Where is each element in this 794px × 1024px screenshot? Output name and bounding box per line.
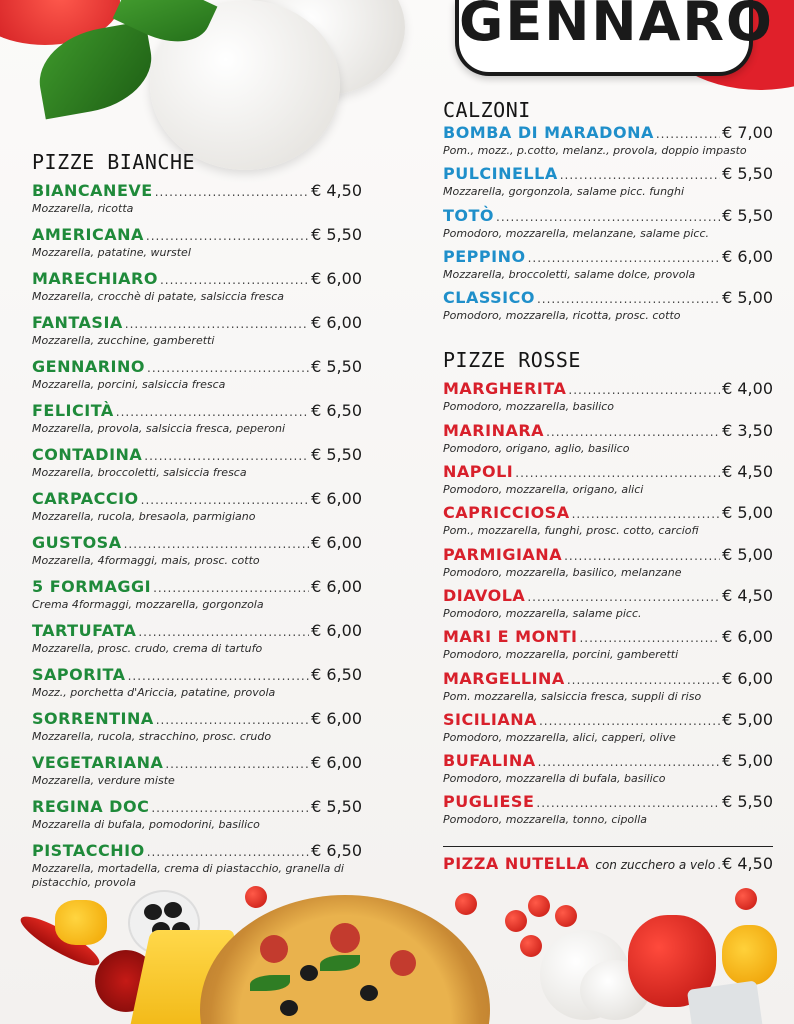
menu-item-row [32, 268, 362, 290]
menu-item [443, 122, 773, 163]
menu-item [443, 378, 773, 419]
cherry-tomato-image [735, 888, 757, 910]
item-name: MARGELLINA [443, 668, 565, 688]
dot-leader [144, 445, 309, 467]
item-price: € 6,00 [311, 753, 362, 772]
item-price: € 5,00 [722, 503, 773, 523]
dot-leader [124, 533, 310, 555]
dot-leader [536, 792, 720, 814]
item-name: PULCINELLA [443, 164, 558, 184]
dot-leader [496, 206, 720, 228]
item-price: € 6,50 [311, 665, 362, 684]
item-name: REGINA DOC [32, 797, 150, 816]
calzoni-section [443, 98, 773, 328]
menu-item [443, 287, 773, 328]
right-column [443, 98, 773, 833]
menu-item-row [443, 791, 773, 813]
item-name: TOTÒ [443, 205, 495, 225]
special-name: PIZZA NUTELLA [443, 854, 590, 873]
menu-item-row [443, 750, 773, 772]
menu-item [32, 356, 362, 400]
menu-item-row [32, 312, 362, 334]
item-description: Pomodoro, mozzarella, origano, alici [443, 483, 644, 497]
menu-item [32, 752, 362, 796]
dot-leader [717, 854, 720, 876]
menu-item [443, 502, 773, 543]
item-name: AMERICANA [32, 225, 144, 244]
menu-item-row [32, 488, 362, 510]
item-name: VEGETARIANA [32, 753, 164, 772]
item-description: Mozzarella, crocchè di patate, salsiccia fresca [32, 290, 285, 303]
menu-item [32, 268, 362, 312]
menu-item [443, 668, 773, 709]
item-name: NAPOLI [443, 462, 514, 482]
menu-item-row [443, 420, 773, 442]
item-name: GUSTOSA [32, 533, 122, 552]
item-description: Mozzarella, gorgonzola, salame picc. funghi [443, 185, 685, 199]
item-name: DIAVOLA [443, 585, 526, 605]
item-name: CONTADINA [32, 445, 143, 464]
item-price: € 4,50 [722, 462, 773, 482]
item-name: SICILIANA [443, 709, 537, 729]
special-item [443, 846, 773, 875]
dot-leader [539, 710, 720, 732]
special-price: € 4,50 [722, 854, 773, 873]
dot-leader [147, 357, 309, 379]
item-price: € 6,00 [722, 668, 773, 688]
item-description: Mozzarella, ricotta [32, 202, 134, 215]
menu-item [32, 180, 362, 224]
dot-leader [567, 669, 720, 691]
menu-item-row [32, 400, 362, 422]
menu-item [32, 576, 362, 620]
item-price: € 6,00 [311, 621, 362, 640]
item-price: € 5,50 [722, 792, 773, 812]
dot-leader [546, 421, 720, 443]
menu-item-row [443, 668, 773, 690]
menu-item [443, 420, 773, 461]
menu-item [32, 796, 362, 840]
item-name: MARECHIARO [32, 269, 158, 288]
item-name: FANTASIA [32, 313, 123, 332]
calzoni-list [443, 122, 773, 328]
menu-item-row [443, 163, 773, 185]
dot-leader [560, 164, 720, 186]
section-title: PIZZE BIANCHE [32, 150, 196, 174]
item-price: € 6,00 [722, 627, 773, 647]
item-description: Pomodoro, mozzarella, ricotta, prosc. cotto [443, 309, 681, 323]
item-name: SORRENTINA [32, 709, 154, 728]
item-price: € 4,50 [722, 585, 773, 605]
menu-item [443, 246, 773, 287]
menu-item [32, 840, 362, 889]
dot-leader [527, 586, 720, 608]
dot-leader [128, 665, 310, 687]
item-name: PISTACCHIO [32, 841, 145, 860]
menu-item [32, 444, 362, 488]
menu-item [443, 626, 773, 667]
item-name: PEPPINO [443, 246, 526, 266]
pizze-bianche-section [32, 150, 362, 889]
item-price: € 3,50 [722, 420, 773, 440]
item-price: € 6,00 [311, 577, 362, 596]
menu-item-row [443, 626, 773, 648]
menu-item [443, 163, 773, 204]
item-description: Mozzarella, 4formaggi, mais, prosc. cotto [32, 554, 260, 567]
section-title: PIZZE ROSSE [443, 348, 581, 373]
dot-leader [572, 503, 721, 525]
menu-item-row [443, 378, 773, 400]
cherry-tomato-image [555, 905, 577, 927]
item-description: Pomodoro, origano, aglio, basilico [443, 441, 630, 455]
item-name: BIANCANEVE [32, 181, 153, 200]
item-description: Mozzarella, broccoletti, salame dolce, provola [443, 267, 696, 281]
menu-item-row [32, 532, 362, 554]
item-price: € 6,00 [311, 313, 362, 332]
dot-leader [147, 841, 309, 863]
item-description: Pom., mozzarella, funghi, prosc. cotto, carciofi [443, 524, 699, 538]
yellow-pepper-image [722, 925, 777, 985]
item-price: € 5,50 [311, 225, 362, 244]
item-description: Pomodoro, mozzarella di bufala, basilico [443, 772, 666, 786]
item-description: Pomodoro, mozzarella, basilico [443, 400, 615, 414]
menu-item-row [32, 752, 362, 774]
menu-item-row [443, 502, 773, 524]
menu-item [443, 709, 773, 750]
item-description: Pomodoro, mozzarella, salame picc. [443, 606, 642, 620]
item-price: € 4,00 [722, 379, 773, 399]
menu-item-row [443, 461, 773, 483]
item-price: € 6,00 [311, 709, 362, 728]
menu-item [443, 585, 773, 626]
menu-item-row [443, 205, 773, 227]
cherry-tomato-image [520, 935, 542, 957]
dot-leader [656, 123, 720, 145]
item-description: Pomodoro, mozzarella, basilico, melanzane [443, 565, 682, 579]
item-price: € 6,00 [311, 269, 362, 288]
item-price: € 7,00 [722, 123, 773, 142]
item-description: Mozzarella, zucchine, gamberetti [32, 334, 215, 347]
yellow-pepper-image [55, 900, 107, 945]
item-name: FELICITÀ [32, 401, 114, 420]
menu-item-row [32, 840, 362, 862]
item-description: Mozzarella, rucola, bresaola, parmigiano [32, 510, 256, 523]
menu-item [32, 708, 362, 752]
dot-leader [156, 709, 309, 731]
menu-item-row [443, 122, 773, 144]
dot-leader [564, 545, 720, 567]
menu-item-row [32, 664, 362, 686]
menu-item [32, 532, 362, 576]
cherry-tomato-image [245, 886, 267, 908]
item-description: Pomodoro, mozzarella, porcini, gamberetti [443, 648, 679, 662]
brand-logo [455, 0, 774, 76]
menu-item-row [32, 180, 362, 202]
menu-item [32, 620, 362, 664]
item-name: PUGLIESE [443, 792, 535, 812]
menu-item [32, 488, 362, 532]
dot-leader [515, 462, 720, 484]
menu-item [32, 664, 362, 708]
pizze-rosse-section [443, 348, 773, 832]
dot-leader [579, 627, 720, 649]
item-name: SAPORITA [32, 665, 126, 684]
dot-leader [153, 577, 309, 599]
dot-leader [165, 753, 309, 775]
menu-item [443, 750, 773, 791]
item-price: € 4,50 [311, 181, 362, 200]
dot-leader [138, 621, 309, 643]
item-description: Pomodoro, mozzarella, alici, capperi, olive [443, 730, 676, 744]
item-price: € 6,50 [311, 841, 362, 860]
menu-item-row [443, 544, 773, 566]
special-note: con zucchero a velo [595, 858, 716, 872]
menu-item-row [443, 709, 773, 731]
item-description: Mozzarella, verdure miste [32, 774, 175, 787]
item-name: BOMBA DI MARADONA [443, 123, 654, 142]
item-description: Mozzarella, broccoletti, salsiccia fresca [32, 466, 247, 479]
brand-name: GENNARO [459, 0, 774, 53]
item-description: Pom. mozzarella, salsiccia fresca, suppli di riso [443, 689, 702, 703]
item-price: € 6,00 [311, 533, 362, 552]
dot-leader [538, 751, 721, 773]
dot-leader [155, 181, 309, 203]
menu-item-row [443, 246, 773, 268]
item-name: CLASSICO [443, 288, 535, 308]
item-description: Mozzarella, prosc. crudo, crema di tartufo [32, 642, 263, 655]
item-price: € 5,50 [311, 357, 362, 376]
item-price: € 5,00 [722, 544, 773, 564]
dot-leader [537, 288, 720, 310]
menu-item [32, 312, 362, 356]
item-description: Mozzarella di bufala, pomodorini, basilico [32, 818, 260, 831]
item-name: MARGHERITA [443, 379, 567, 399]
menu-item [32, 224, 362, 268]
cherry-tomato-image [505, 910, 527, 932]
dot-leader [146, 225, 309, 247]
item-name: 5 FORMAGGI [32, 577, 152, 596]
item-description: Mozzarella, provola, salsiccia fresca, peperoni [32, 422, 286, 435]
menu-item [443, 791, 773, 832]
item-description: Mozzarella, mortadella, crema di piastacchio, granella di pistacchio, provola [32, 862, 344, 889]
item-price: € 5,50 [722, 164, 773, 184]
item-price: € 6,50 [311, 401, 362, 420]
cherry-tomato-image [455, 893, 477, 915]
item-description: Mozzarella, rucola, stracchino, prosc. crudo [32, 730, 272, 743]
menu-item-row [32, 708, 362, 730]
item-description: Mozzarella, porcini, salsiccia fresca [32, 378, 226, 391]
menu-item-row [443, 287, 773, 309]
pizze-bianche-list [32, 180, 362, 889]
menu-item-row [32, 620, 362, 642]
item-name: TARTUFATA [32, 621, 137, 640]
item-price: € 5,00 [722, 709, 773, 729]
menu-item-row [32, 356, 362, 378]
item-name: CAPRICCIOSA [443, 503, 570, 523]
item-name: GENNARINO [32, 357, 145, 376]
pizza-image [200, 895, 490, 1024]
cherry-tomato-image [528, 895, 550, 917]
menu-item [443, 461, 773, 502]
item-price: € 6,00 [722, 246, 773, 266]
item-price: € 5,50 [311, 797, 362, 816]
menu-item [32, 400, 362, 444]
item-description: Mozz., porchetta d'Ariccia, patatine, provola [32, 686, 276, 699]
menu-item-row [32, 224, 362, 246]
item-price: € 6,00 [311, 489, 362, 508]
item-name: CARPACCIO [32, 489, 139, 508]
menu-item-row [443, 585, 773, 607]
dot-leader [528, 247, 721, 269]
item-price: € 5,50 [311, 445, 362, 464]
menu-item-row [32, 576, 362, 598]
dot-leader [125, 313, 309, 335]
item-name: PARMIGIANA [443, 544, 563, 564]
section-title: CALZONI [443, 98, 531, 122]
item-price: € 5,00 [722, 751, 773, 771]
item-name: MARINARA [443, 420, 545, 440]
item-description: Pomodoro, mozzarella, tonno, cipolla [443, 813, 648, 827]
item-description: Pom., mozz., p.cotto, melanz., provola, doppio impasto [443, 144, 747, 157]
menu-item [443, 205, 773, 246]
dot-leader [116, 401, 309, 423]
pizze-rosse-list [443, 378, 773, 832]
dot-leader [568, 379, 720, 401]
dot-leader [151, 797, 309, 819]
menu-item-row [32, 444, 362, 466]
dot-leader [160, 269, 309, 291]
item-price: € 5,00 [722, 288, 773, 308]
dot-leader [141, 489, 309, 511]
item-description: Pomodoro, mozzarella, melanzane, salame picc. [443, 226, 710, 240]
item-name: MARI E MONTI [443, 627, 578, 647]
item-description: Crema 4formaggi, mozzarella, gorgonzola [32, 598, 264, 611]
item-price: € 5,50 [722, 205, 773, 225]
item-name: BUFALINA [443, 751, 536, 771]
menu-item [443, 544, 773, 585]
item-description: Mozzarella, patatine, wurstel [32, 246, 191, 259]
menu-item-row [32, 796, 362, 818]
